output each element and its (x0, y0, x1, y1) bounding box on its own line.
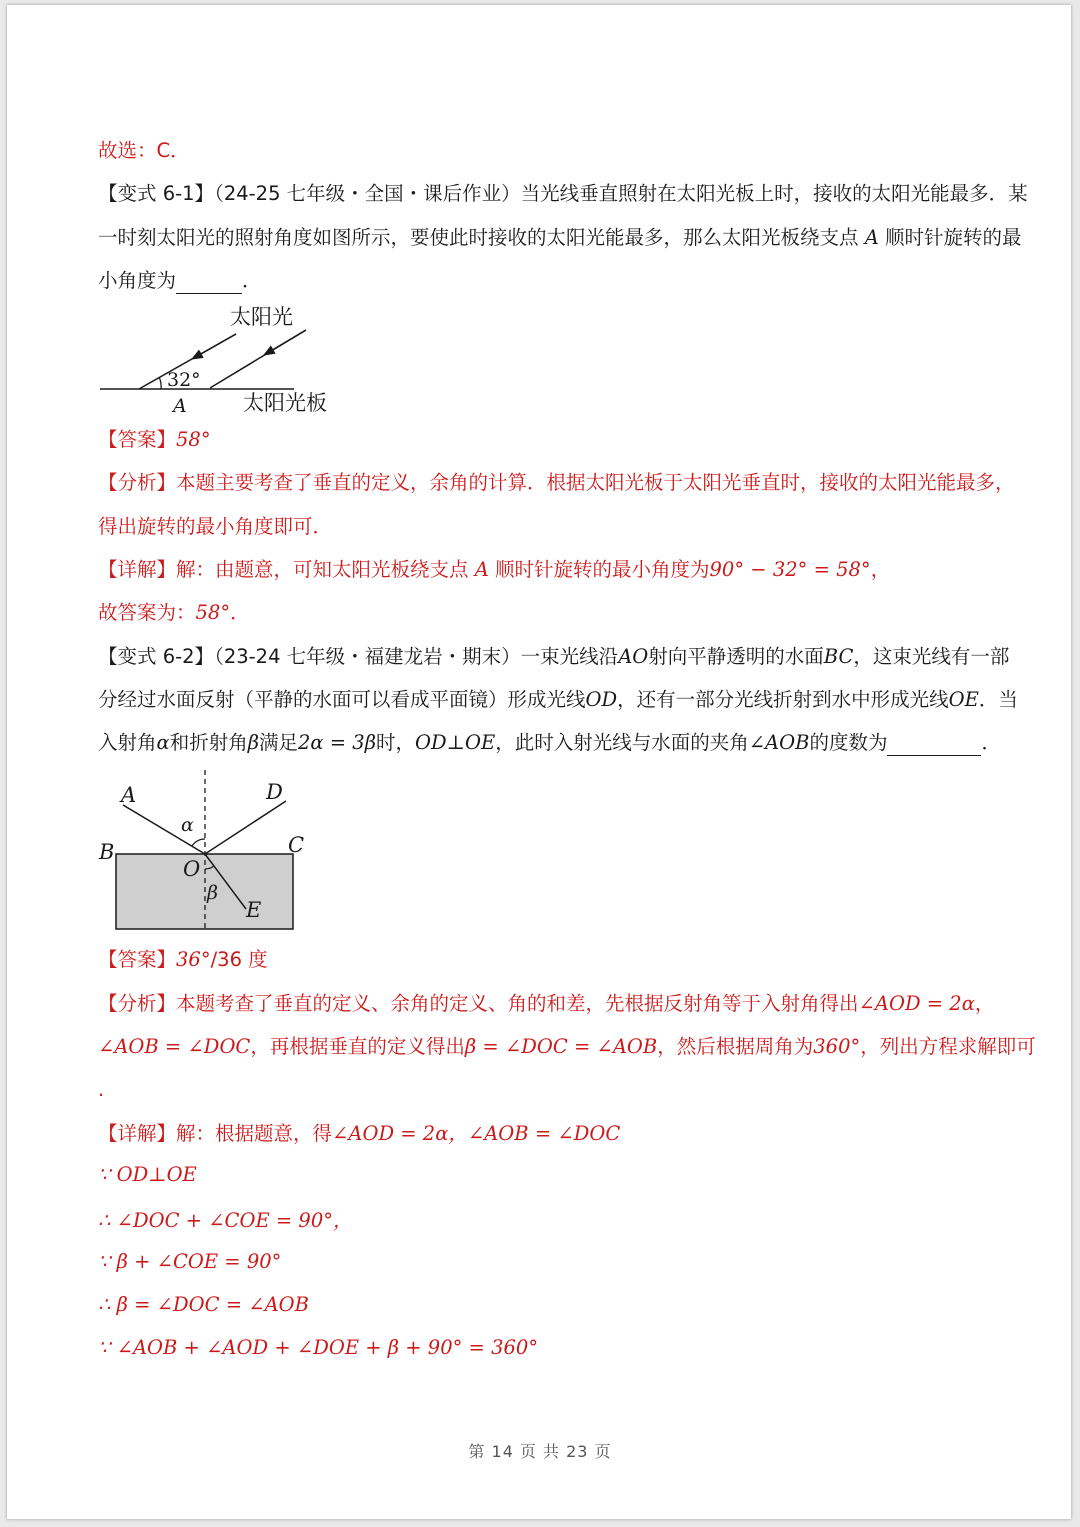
q62-detail-1a: 解：根据题意，得 (176, 1122, 333, 1145)
q61-detail-math: 90° − 32° = 58° (709, 558, 871, 581)
q62-m-alpha: α (156, 731, 170, 754)
q62-m-beta: β (247, 731, 259, 754)
q62-analysis-2m3: 360° (813, 1035, 861, 1058)
q61-detail-point: A (474, 558, 489, 581)
q62-label: 【变式 6-2】 (98, 645, 215, 668)
q61-final-a: 故答案为： (98, 601, 196, 624)
angle-arc (159, 377, 161, 389)
q62-text-3d: 时， (376, 731, 416, 754)
label-beta: β (207, 882, 218, 904)
q62-answer-math: 36° (176, 948, 211, 971)
ray-od (205, 801, 286, 854)
q62-text-1b: 射向平静透明的水面 (648, 645, 824, 668)
q62-text-3f: 的度数为 (809, 731, 888, 754)
q62-step-1: ∵ OD⊥OE (98, 1163, 197, 1186)
q62-m-bc: BC (823, 645, 854, 668)
q62-m-cond: 2α = 3β (298, 731, 376, 754)
q61-detail-a: 解：由题意，可知太阳光板绕支点 (176, 558, 475, 581)
q62-step-4: ∴ β = ∠DOC = ∠AOB (98, 1293, 309, 1316)
q62-detail-1m: ∠AOD = 2α，∠AOB = ∠DOC (332, 1122, 621, 1145)
q62-analysis-1a: 本题考查了垂直的定义、余角的定义、角的和差，先根据反射角等于入射角得出 (176, 992, 859, 1015)
q62-answer-tag: 【答案】 (98, 948, 177, 971)
q61-detail-tag: 【详解】 (98, 558, 177, 581)
q61-solar-figure (96, 298, 346, 420)
q62-reflection-figure (96, 768, 326, 936)
label-b: B (99, 840, 115, 864)
q61-text-3: 小角度为 (98, 269, 177, 292)
q61-detail-b: 顺时针旋转的最小角度为 (488, 558, 710, 581)
previous-conclusion: 故选：C． (98, 139, 190, 162)
q62-analysis-2b: ，然后根据周角为 (657, 1035, 814, 1058)
q62-m-angle: ∠AOB (748, 731, 810, 754)
q62-text-2b: ，还有一部分光线折射到水中形成光线 (617, 688, 949, 711)
q61-final-b: ． (230, 601, 250, 624)
q62-text-3c: 满足 (258, 731, 298, 754)
q61-period: ． (242, 269, 262, 292)
q61-answer-value: 58° (176, 428, 211, 451)
q62-text-3e: ，此时入射光线与水面的夹角 (495, 731, 749, 754)
q61-analysis-2: 得出旋转的最小角度即可． (98, 515, 333, 538)
q61-answer-blank (176, 273, 242, 294)
q62-text-3b: 和折射角 (169, 731, 248, 754)
q61-analysis-tag: 【分析】 (98, 471, 177, 494)
q61-line1 (98, 181, 1028, 207)
q62-analysis-2 (98, 1034, 1036, 1060)
label-e: E (246, 898, 262, 922)
label-alpha: α (181, 814, 194, 836)
q62-line2 (98, 687, 1018, 713)
q62-m-ao: AO (618, 645, 649, 668)
q61-analysis-1 (98, 470, 1015, 496)
q62-text-2a: 分经过水面反射（平静的水面可以看成平面镜）形成光线 (98, 688, 586, 711)
q62-line1 (98, 644, 1009, 670)
q61-line2 (98, 225, 1022, 251)
q62-answer (98, 947, 268, 973)
q62-step-3: ∵ β + ∠COE = 90° (98, 1250, 282, 1273)
q62-answer-rest: /36 度 (210, 948, 268, 971)
q62-analysis-tag: 【分析】 (98, 992, 177, 1015)
sun-label: 太阳光 (230, 305, 293, 329)
q62-detail (98, 1121, 620, 1147)
q62-answer-blank (887, 735, 981, 756)
q61-line3 (98, 268, 262, 294)
angle-label: 32° (167, 369, 201, 391)
q62-m-perp: OD⊥OE (415, 731, 496, 754)
q62-analysis-3: . (98, 1078, 105, 1101)
label-c: C (288, 833, 305, 857)
page-footer: 第 14 页 共 23 页 (468, 1442, 612, 1461)
sunray-1-arrow (192, 334, 236, 359)
q62-analysis-2c: ，列出方程求解即可 (860, 1035, 1036, 1058)
q62-period: ． (981, 731, 1001, 754)
q62-detail-tag: 【详解】 (98, 1122, 177, 1145)
q62-m-oe: OE (948, 688, 979, 711)
q62-step-5: ∵ ∠AOB + ∠AOD + ∠DOE + β + 90° = 360° (98, 1336, 539, 1359)
label-d: D (266, 780, 283, 804)
q62-text-2c: ．当 (978, 688, 1018, 711)
q62-analysis-1b: ， (974, 992, 995, 1015)
alpha-arc (192, 839, 205, 846)
board-label: 太阳光板 (243, 391, 327, 415)
q62-analysis-2a: ，再根据垂直的定义得出 (250, 1035, 465, 1058)
q62-text-1c: ，这束光线有一部 (853, 645, 1010, 668)
label-a: A (121, 783, 137, 807)
sunray-2-arrow (264, 330, 306, 355)
q61-label: 【变式 6-1】 (98, 182, 215, 205)
q62-analysis-1 (98, 991, 994, 1017)
q61-text-2b: 顺时针旋转的最 (878, 226, 1022, 249)
q62-m-od: OD (585, 688, 618, 711)
q62-analysis-1m: ∠AOD = 2α (858, 992, 975, 1015)
q62-text-3a: 入射角 (98, 731, 157, 754)
q62-analysis-2m2: β = ∠DOC = ∠AOB (464, 1035, 658, 1058)
q62-step-2: ∴ ∠DOC + ∠COE = 90°， (98, 1209, 353, 1232)
q62-text-1a: （23-24 七年级・福建龙岩・期末）一束光线沿 (214, 645, 619, 668)
q61-detail (98, 557, 890, 583)
q61-text-2a: 一时刻太阳光的照射角度如图所示，要使此时接收的太阳光能最多，那么太阳光板绕支点 (98, 226, 865, 249)
q61-answer-tag: 【答案】 (98, 428, 177, 451)
q62-line3 (98, 730, 1001, 756)
q61-point-a: A (864, 226, 879, 249)
label-o: O (183, 857, 201, 881)
q61-answer (98, 427, 211, 453)
q61-final (98, 600, 250, 626)
q61-final-math: 58° (195, 601, 231, 624)
q61-analysis-text-1: 本题主要考查了垂直的定义，余角的计算．根据太阳光板于太阳光垂直时，接收的太阳光能最多， (176, 471, 1015, 494)
q62-analysis-2m1: ∠AOB = ∠DOC (98, 1035, 251, 1058)
point-a-label: A (173, 395, 187, 417)
q61-text-1: （24-25 七年级・全国・课后作业）当光线垂直照射在太阳光板上时，接收的太阳光能最多．某 (214, 182, 1028, 205)
q61-detail-c: ， (870, 558, 891, 581)
